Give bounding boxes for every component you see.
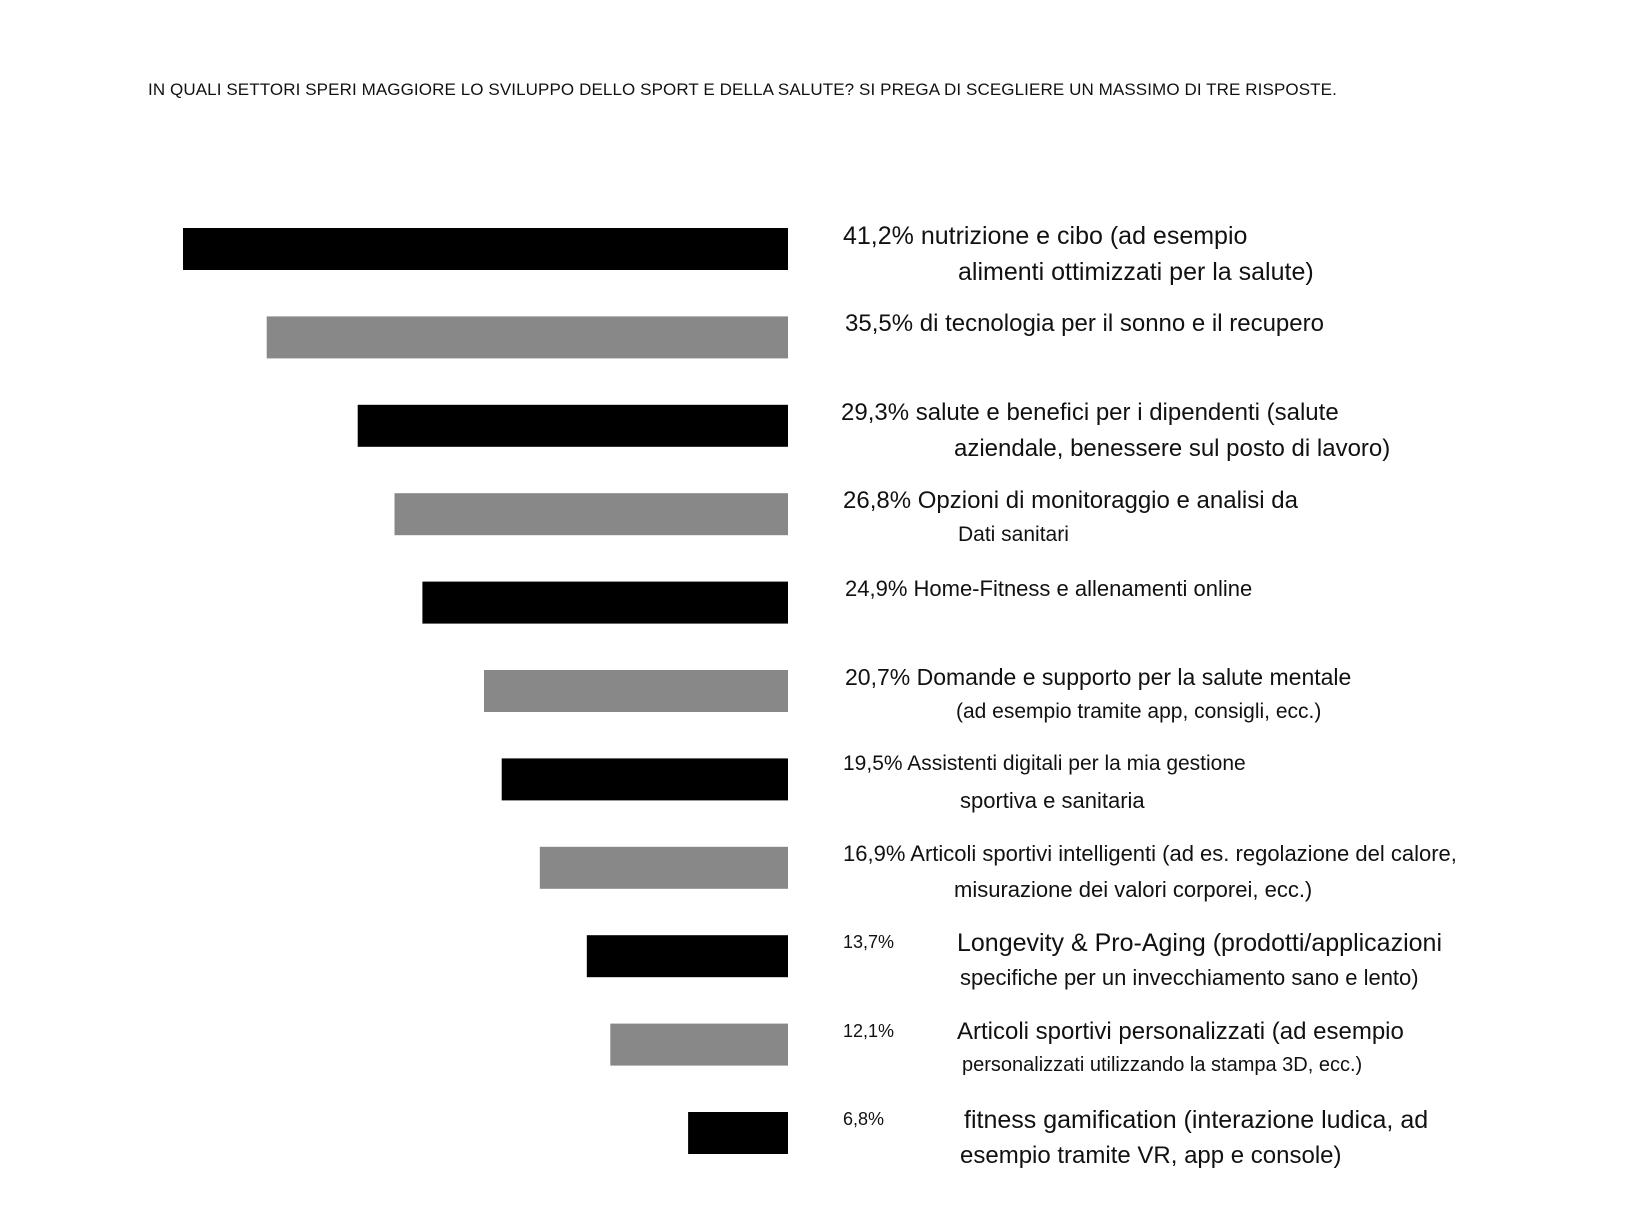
bar-11 <box>688 1112 788 1154</box>
bar-7-label-line-2: sportiva e sanitaria <box>960 788 1145 814</box>
bar-11-label-line-2: esempio tramite VR, app e console) <box>960 1142 1342 1169</box>
bar-9-label-line-2: specifiche per un invecchiamento sano e lento) <box>960 965 1419 991</box>
bar-6 <box>484 670 788 712</box>
bar-10-label-line-2: personalizzati utilizzando la stampa 3D, ecc.) <box>962 1053 1363 1076</box>
bar-4 <box>395 493 789 535</box>
chart-title: IN QUALI SETTORI SPERI MAGGIORE LO SVILUPPO DELLO SPORT E DELLA SALUTE? SI PREGA DI SCEGLIERE UN MASSIMO DI TRE RISPOSTE. <box>148 80 1337 99</box>
bar-11-label-line-1: fitness gamification (interazione ludica, ad <box>964 1106 1429 1134</box>
bar-6-label-line-1: 20,7% Domande e supporto per la salute mentale <box>845 664 1352 690</box>
bar-7 <box>502 758 788 800</box>
bar-9 <box>587 935 788 977</box>
bar-10 <box>610 1024 788 1066</box>
bar-1 <box>183 228 788 270</box>
bar-4-label-line-1: 26,8% Opzioni di monitoraggio e analisi da <box>843 487 1298 515</box>
bar-9-label-line-1: Longevity & Pro-Aging (prodotti/applicazioni <box>957 929 1442 958</box>
bar-2-label-line-1: 35,5% di tecnologia per il sonno e il recupero <box>845 310 1324 338</box>
bar-3-label-line-1: 29,3% salute e benefici per i dipendenti (salute <box>841 398 1339 426</box>
bar-4-label-line-2: Dati sanitari <box>958 523 1069 547</box>
bar-7-label-line-1: 19,5% Assistenti digitali per la mia gestione <box>843 752 1246 776</box>
bar-8-label-line-1: 16,9% Articoli sportivi intelligenti (ad es. regolazione del calore, <box>843 840 1457 866</box>
bar-8-label-line-2: misurazione dei valori corporei, ecc.) <box>954 876 1313 902</box>
bar-10-label-line-1: Articoli sportivi personalizzati (ad esempio <box>957 1017 1404 1045</box>
bar-10-percent-label: 12,1% <box>843 1020 895 1041</box>
bar-2 <box>267 316 788 358</box>
bar-11-percent-label: 6,8% <box>843 1109 885 1129</box>
bar-3-label-line-2: aziendale, benessere sul posto di lavoro) <box>954 434 1391 462</box>
bar-1-label-line-1: 41,2% nutrizione e cibo (ad esempio <box>843 222 1248 250</box>
bar-3 <box>358 405 788 447</box>
bar-6-label-line-2: (ad esempio tramite app, consigli, ecc.) <box>956 700 1322 723</box>
bar-5 <box>422 582 788 624</box>
bar-8 <box>540 847 788 889</box>
bar-9-percent-label: 13,7% <box>843 932 895 953</box>
bar-1-label-line-2: alimenti ottimizzati per la salute) <box>958 258 1314 286</box>
bar-5-label-line-1: 24,9% Home-Fitness e allenamenti online <box>845 575 1253 601</box>
